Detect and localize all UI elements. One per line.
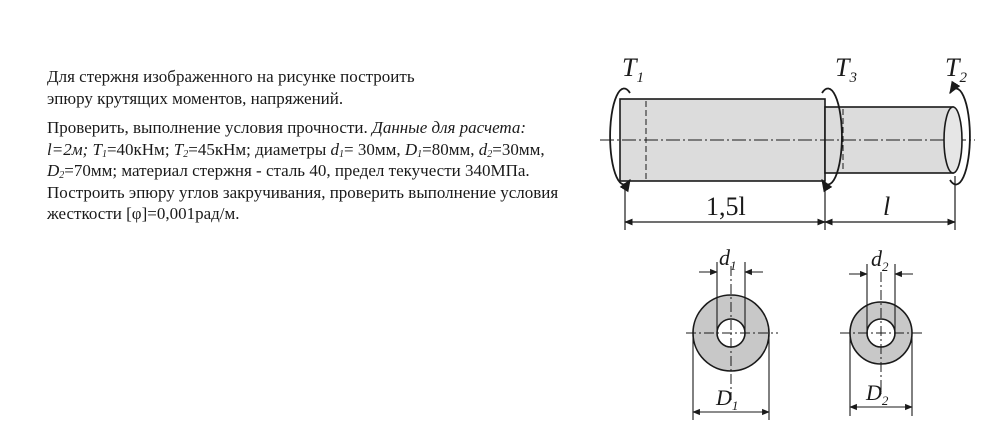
label-d1: $d_1$ <box>719 245 737 273</box>
dim-label-l: l <box>883 192 891 221</box>
data-label: Данные для расчета: l=2м; <box>47 118 527 159</box>
cross-section-1 <box>686 245 778 420</box>
shaft-end-face <box>944 107 962 173</box>
problem-line-2: эпюру крутящих моментов, напряжений. <box>47 88 344 108</box>
value-d1: = 30мм, <box>344 139 405 159</box>
value-d2: =30мм, <box>492 139 545 159</box>
var-D1: $D_1$ <box>404 139 423 160</box>
var-d2: $d_2$ <box>478 139 493 160</box>
label-D1: $D_1$ <box>716 385 739 413</box>
label-D2: $D_2$ <box>866 380 889 408</box>
problem-line-1: Для стержня изображенного на рисунке построить <box>47 67 415 86</box>
strength-check-text: Проверить, выполнение условия прочности. <box>47 118 372 137</box>
cross-section-2 <box>840 246 922 416</box>
shaft-drawing <box>600 99 975 181</box>
label-T1: $T_1$ <box>622 53 644 86</box>
label-T3: $T_3$ <box>835 53 857 86</box>
value-T2: =45кНм; <box>188 139 256 159</box>
material-and-task-text: материал стержня - сталь 40, предел текучести 340МПа. Построить эпюру углов закручивания, проверить выполнение условия жесткости [φ]=0,001рад/м. <box>47 161 559 223</box>
var-D2: $D_2$ <box>47 161 65 181</box>
var-d1: $d_1$ <box>330 139 345 160</box>
var-l: l <box>47 139 52 159</box>
dim-label-1-5l: 1,5l <box>706 192 746 221</box>
var-T1: $T_1$ <box>92 139 107 160</box>
diameters-word: диаметры <box>255 139 331 159</box>
value-D2: =70мм; <box>64 161 122 180</box>
length-dimensions <box>625 176 955 230</box>
label-d2: $d_2$ <box>871 246 889 274</box>
label-T2: $T_2$ <box>945 53 967 86</box>
value-l: =2м; <box>51 139 93 159</box>
var-T2: $T_2$ <box>173 139 189 160</box>
value-T1: =40кНм; <box>106 139 174 159</box>
value-D1: =80мм, <box>422 139 479 159</box>
